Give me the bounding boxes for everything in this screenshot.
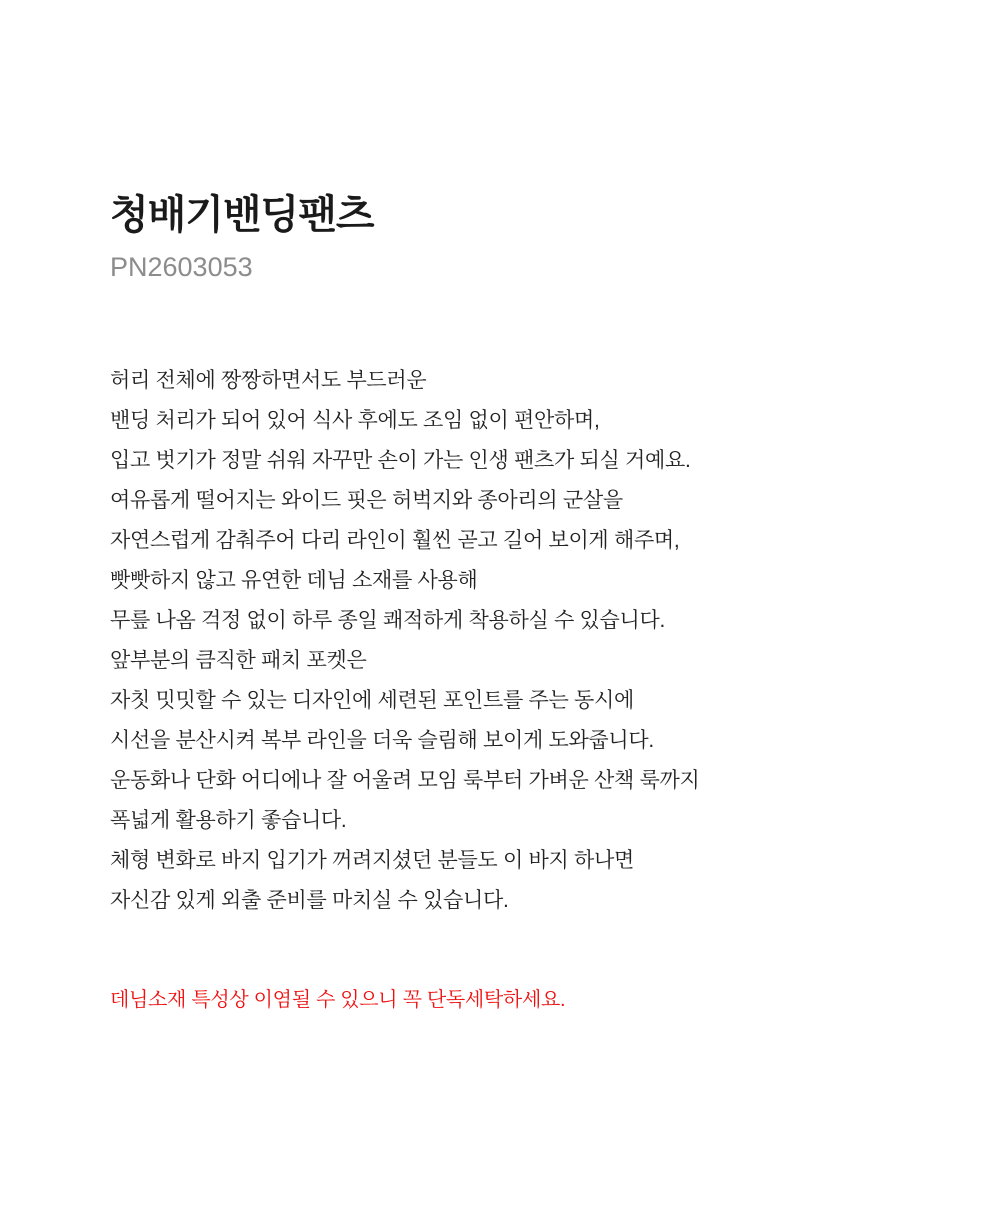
description-line: 자신감 있게 외출 준비를 마치실 수 있습니다.	[110, 889, 509, 913]
description-line: 폭넓게 활용하기 좋습니다.	[110, 809, 347, 833]
description-line: 무릎 나옴 걱정 없이 하루 종일 쾌적하게 착용하실 수 있습니다.	[110, 609, 665, 633]
description-block	[110, 361, 890, 921]
description-line: 여유롭게 떨어지는 와이드 핏은 허벅지와 종아리의 군살을	[110, 489, 623, 513]
description-line: 체형 변화로 바지 입기가 꺼려지셨던 분들도 이 바지 하나면	[110, 849, 634, 873]
description-line: 입고 벗기가 정말 쉬워 자꾸만 손이 가는 인생 팬츠가 되실 거예요.	[110, 449, 691, 473]
product-header	[110, 0, 890, 285]
care-notice-line: 데님소재 특성상 이염될 수 있으니 꼭 단독세탁하세요.	[110, 989, 566, 1012]
description-line: 시선을 분산시켜 복부 라인을 더욱 슬림해 보이게 도와줍니다.	[110, 729, 654, 753]
description-line: 밴딩 처리가 되어 있어 식사 후에도 조임 없이 편안하며,	[110, 409, 600, 433]
page-title: 청배기밴딩팬츠	[110, 193, 374, 237]
product-code: PN2603053	[110, 252, 253, 282]
description-line: 자연스럽게 감춰주어 다리 라인이 훨씬 곧고 길어 보이게 해주며,	[110, 529, 680, 553]
care-notice	[110, 983, 890, 1017]
description-line: 허리 전체에 짱짱하면서도 부드러운	[110, 369, 427, 393]
description-line: 자칫 밋밋할 수 있는 디자인에 세련된 포인트를 주는 동시에	[110, 689, 634, 713]
description-line: 앞부분의 큼직한 패치 포켓은	[110, 649, 367, 673]
description-line: 빳빳하지 않고 유연한 데님 소재를 사용해	[110, 569, 478, 593]
description-line: 운동화나 단화 어디에나 잘 어울려 모임 룩부터 가벼운 산책 룩까지	[110, 769, 700, 793]
